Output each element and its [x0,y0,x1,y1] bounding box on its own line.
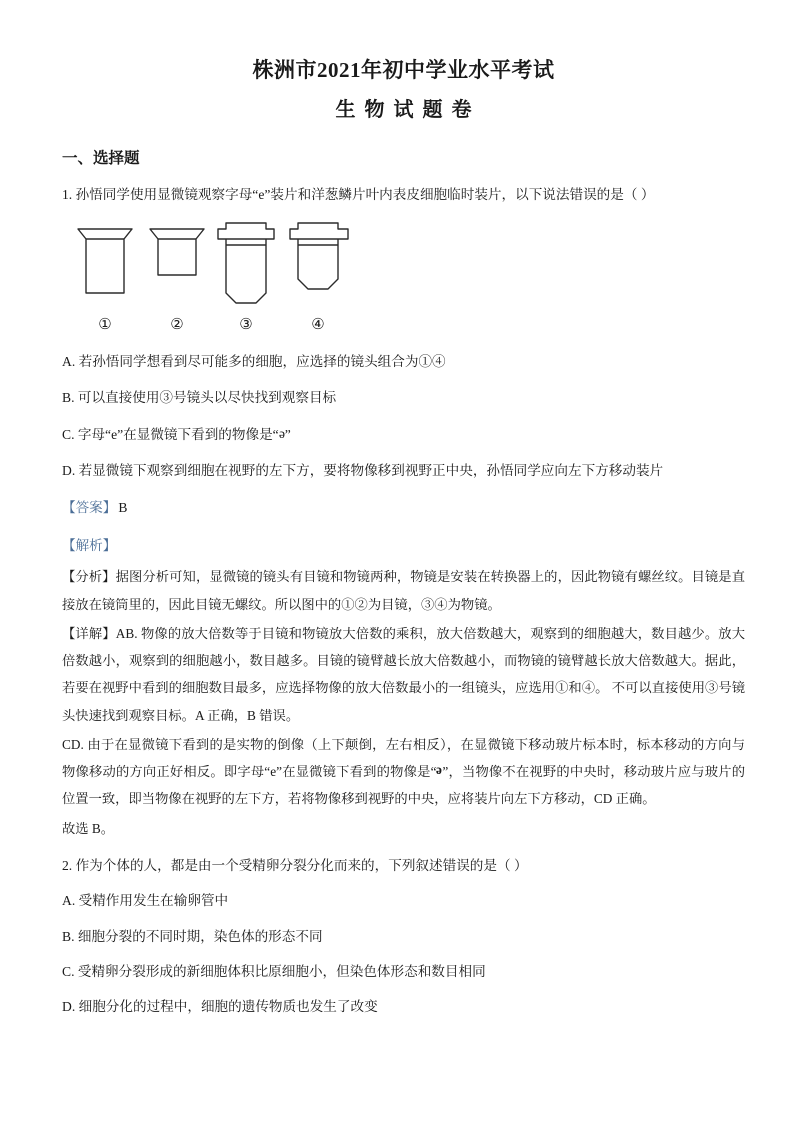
analysis-conclusion: 故选 B。 [62,820,115,836]
page-title: 株洲市2021年初中学业水平考试 [252,58,555,82]
fenxi-tag: 【分析】 [62,569,116,585]
microscope-lens-figure [62,217,745,337]
question-2-option-b: B. 细胞分裂的不同时期，染色体的形态不同 [62,928,323,944]
analysis-tag: 【解析】 [62,537,117,553]
xiangjie-text: AB. 物像的放大倍数等于目镜和物镜放大倍数的乘积，放大倍数越大，观察到的细胞越大，数目越少。放大倍数越小，观察到的细胞越小，数目越多。目镜的镜臂越长放大倍数越小，而物镜的镜臂越长放大倍数越大。据此，若要在视野中看到的细胞数目最多，应选择物像的放大倍数最小的一组镜头，应选用①和④。 不可以直接使用③号镜头快速找到观察目标。A 正确，B 错误。 [62,625,746,723]
question-2-option-c: C. 受精卵分裂形成的新细胞体积比原细胞小，但染色体形态和数目相同 [62,964,486,980]
lens-label-2: ② [170,316,184,333]
lens-labels-svg [70,313,370,337]
cd-text-part2: ”，当物像不在视野的中央时，移动玻片应与玻片的位置一致，即当物像在视野的左下方，若将物像移到视野的中央，应将装片向左下方移动，CD 正确。 [62,764,745,807]
question-1-option-c [62,424,745,446]
question-1-stem: 1. 孙悟同学使用显微镜观察字母“e”装片和洋葱鳞片叶内表皮细胞临时装片，以下说法错误的是（ ） [62,187,655,203]
rotated-e-glyph-bold: e [436,764,443,780]
xiangjie-tag: 【详解】 [62,625,116,641]
cd-text-part1: CD. 由于在显微镜下看到的是实物的倒像（上下颠倒，左右相反），在显微镜下移动玻片标本时，标本移动的方向与物像移动的方向正好相反。即字母“e”在显微镜下看到的物像是“ [62,736,745,779]
lens-diagram-svg [70,217,370,313]
question-2-option-a: A. 受精作用发生在输卵管中 [62,893,229,909]
page-subtitle: 生物试题卷 [335,98,481,121]
question-1-option-a: A. 若孙悟同学想看到尽可能多的细胞，应选择的镜头组合为①④ [62,353,446,369]
lens-label-1: ① [98,316,112,333]
analysis-cd [62,731,745,813]
lens-3-objective [218,223,274,303]
analysis-line [62,535,745,557]
fenxi-text: 据图分析可知，显微镜的镜头有目镜和物镜两种，物镜是安装在转换器上的，因此物镜有螺丝纹。目镜是直接放在镜筒里的，因此目镜无螺纹。所以图中的①②为目镜，③④为物镜。 [62,569,746,612]
question-2-stem: 2. 作为个体的人，都是由一个受精卵分裂分化而来的，下列叙述错误的是（ ） [62,857,528,873]
option-c-tail: ” [284,426,291,442]
section-heading-choice: 一、选择题 [62,149,140,167]
lens-label-4: ④ [311,316,325,333]
lens-1-eyepiece [78,229,132,293]
answer-line [62,497,745,519]
analysis-xiangjie [62,620,745,729]
question-2-option-d: D. 细胞分化的过程中，细胞的遗传物质也发生了改变 [62,999,378,1015]
question-1-option-d: D. 若显微镜下观察到细胞在视野的左下方，要将物像移到视野正中央，孙悟同学应向左下方移动装片 [62,462,664,478]
analysis-fenxi [62,563,745,618]
option-c-text: C. 字母“e”在显微镜下看到的物像是“ [62,426,279,442]
lens-label-3: ③ [239,316,253,333]
answer-value: B [118,500,128,516]
answer-tag: 【答案】 [62,500,117,516]
lens-2-eyepiece [150,229,204,275]
rotated-e-glyph: e [278,427,285,443]
question-1-option-b: B. 可以直接使用③号镜头以尽快找到观察目标 [62,390,337,406]
lens-4-objective [290,223,348,289]
